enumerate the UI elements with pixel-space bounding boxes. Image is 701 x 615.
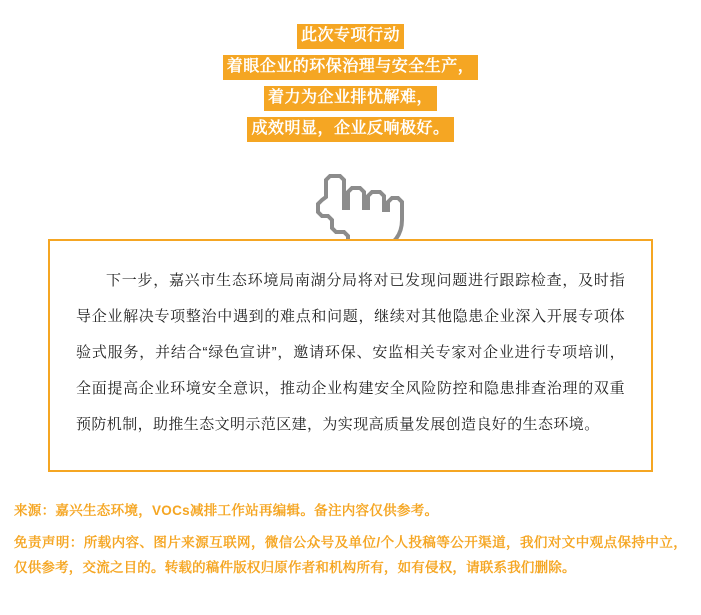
headline-row-4: [0, 117, 701, 148]
headline-row-3: [0, 86, 701, 117]
source-line: 来源：嘉兴生态环境，VOCs减排工作站再编辑。备注内容仅供参考。: [14, 503, 439, 518]
footer-block: [14, 498, 687, 580]
headline-line-1: 此次专项行动: [297, 24, 404, 49]
body-paragraph: 下一步，嘉兴市生态环境局南湖分局将对已发现问题进行跟踪检查，及时指导企业解决专项整治中遇到的难点和问题，继续对其他隐患企业深入开展专项体验式服务，并结合“绿色宣讲”，邀请环保、安监相关专家对企业进行专项培训，全面提高企业环境安全意识，推动企业构建安全风险防控和隐患排查治理的双重预防机制，助推生态文明示范区建，为实现高质量发展创造良好的生态环境。: [76, 272, 625, 433]
headline-row-1: [0, 24, 701, 55]
headline-line-4: 成效明显，企业反响极好。: [247, 117, 453, 142]
body-text-box: [48, 239, 653, 472]
disclaimer-text: 免责声明：所载内容、图片来源互联网，微信公众号及单位/个人投稿等公开渠道，我们对文中观点保持中立，仅供参考，交流之目的。转载的稿件版权归原作者和机构所有，如有侵权，请联系我们删除。: [14, 535, 687, 575]
headline-line-2: 着眼企业的环保治理与安全生产，: [223, 55, 479, 80]
headline-row-2: [0, 55, 701, 86]
headline-block: [0, 0, 701, 148]
headline-line-3: 着力为企业排忧解难，: [264, 86, 437, 111]
